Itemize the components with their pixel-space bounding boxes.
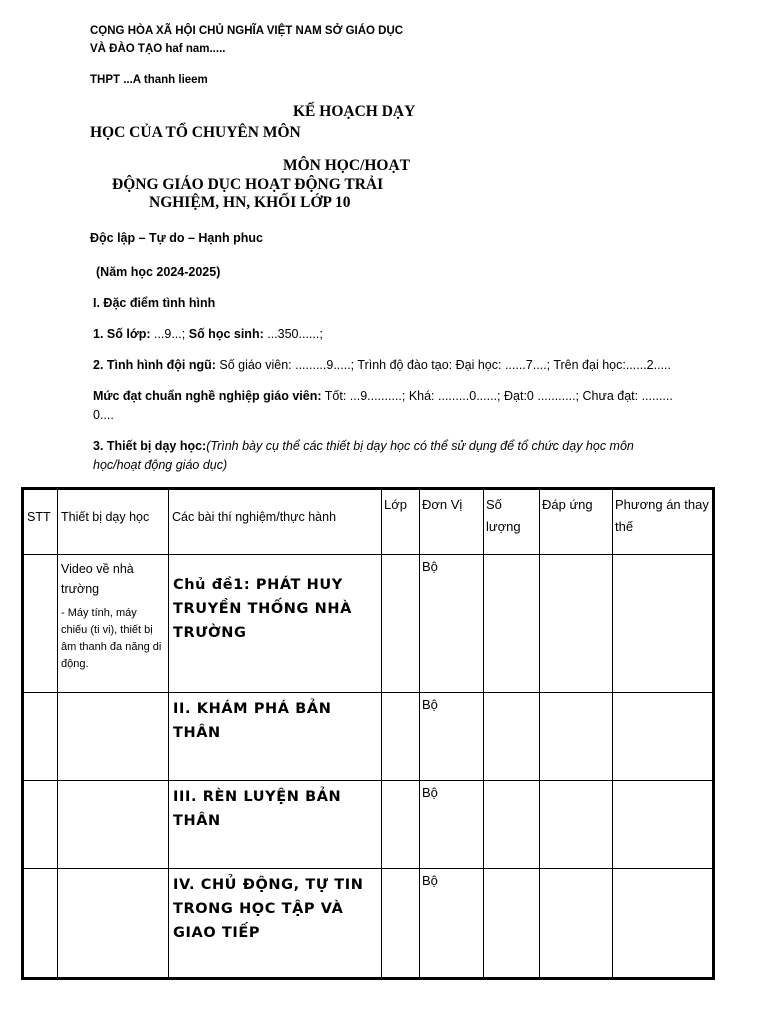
item-1-classes: ...9...; <box>150 327 186 341</box>
header-line-1: CỌNG HÒA XÃ HỘI CHỦ NGHĨA VIỆT NAM SỞ GIÁO DỤC <box>90 25 404 37</box>
row-1-topic: Chủ đề1: PHÁT HUY TRUYỀN THỐNG NHÀ TRƯỜNG <box>169 555 382 693</box>
row-2-equipment <box>58 693 169 781</box>
row-4-unit: Bộ <box>420 869 484 979</box>
table-row <box>23 869 714 979</box>
row-4-quantity <box>484 869 540 979</box>
row-2-unit: Bộ <box>420 693 484 781</box>
row-2-quantity <box>484 693 540 781</box>
item-3 <box>93 437 634 456</box>
motto: Độc lập – Tự do – Hạnh phuc <box>90 231 263 245</box>
row-4-meets <box>540 869 613 979</box>
row-3-topic: III. RÈN LUYỆN BẢN THÂN <box>169 781 382 869</box>
row-2-meets <box>540 693 613 781</box>
item-1 <box>93 325 323 344</box>
header-equipment: Thiết bị dạy học <box>58 489 169 555</box>
table-row <box>23 555 714 693</box>
school-year: (Năm học 2024-2025) <box>96 265 221 279</box>
table-row <box>23 781 714 869</box>
header-unit: Đơn Vị <box>420 489 484 555</box>
header-lessons: Các bài thí nghiệm/thực hành <box>169 489 382 555</box>
table-row <box>23 693 714 781</box>
standards-line <box>93 387 673 406</box>
row-4-grade <box>382 869 420 979</box>
row-3-alternative <box>613 781 714 869</box>
header-grade: Lớp <box>382 489 420 555</box>
row-4-alternative <box>613 869 714 979</box>
item-3-label: 3. Thiết bị dạy học: <box>93 439 207 453</box>
item-3-note-2: học/hoạt động giáo dục) <box>93 458 228 472</box>
standards-line-2: 0.... <box>93 408 114 422</box>
item-2-label: 2. Tình hình đội ngũ: <box>93 358 216 372</box>
row-3-equipment <box>58 781 169 869</box>
standards-label: Mức đạt chuẩn nghề nghiệp giáo viên: <box>93 389 322 403</box>
row-1-meets <box>540 555 613 693</box>
header-line-2: VÀ ĐÀO TẠO haf nam..... <box>90 43 226 55</box>
title-line-1: KẾ HOẠCH DẠY <box>293 103 416 120</box>
header-alternative: Phương án thay thế <box>613 489 714 555</box>
row-3-stt <box>23 781 58 869</box>
item-2-text: Số giáo viên: .........9.....; Trình độ đào tạo: Đại học: ......7....; Trên đại học:......2..... <box>215 358 671 372</box>
row-2-alternative <box>613 693 714 781</box>
header-stt: STT <box>23 489 58 555</box>
row-1-unit: Bộ <box>420 555 484 693</box>
equipment-table <box>21 487 715 980</box>
title-line-4: ĐỘNG GIÁO DỤC HOẠT ĐỘNG TRẢI <box>112 176 384 193</box>
row-4-stt <box>23 869 58 979</box>
item-2 <box>93 356 671 375</box>
row-4-equipment <box>58 869 169 979</box>
row-4-topic: IV. CHỦ ĐỘNG, TỰ TIN TRONG HỌC TẬP VÀ GIAO TIẾP <box>169 869 382 979</box>
row-3-meets <box>540 781 613 869</box>
standards-text: Tốt: ...9..........; Khá: .........0......; Đạt:0 ...........; Chưa đạt: ......... <box>321 389 673 403</box>
title-line-5: NGHIỆM, HN, KHỐI LỚP 10 <box>149 194 351 211</box>
row-1-quantity <box>484 555 540 693</box>
section-heading: I. Đặc điểm tình hình <box>93 296 216 310</box>
table-header-row <box>23 489 714 555</box>
row-1-equipment <box>58 555 169 693</box>
row-1-stt <box>23 555 58 693</box>
row-1-grade <box>382 555 420 693</box>
header-quantity: Số lượng <box>484 489 540 555</box>
row-1-equipment-sub: - Máy tính, máy chiếu (ti vi), thiết bị âm thanh đa năng di động. <box>61 607 162 670</box>
row-1-alternative <box>613 555 714 693</box>
title-line-2: HỌC CỦA TỔ CHUYÊN MÔN <box>90 124 301 141</box>
row-3-grade <box>382 781 420 869</box>
row-2-grade <box>382 693 420 781</box>
header-meets: Đáp ứng <box>540 489 613 555</box>
row-3-quantity <box>484 781 540 869</box>
item-1-students: ...350......; <box>263 327 323 341</box>
row-2-stt <box>23 693 58 781</box>
school-name: THPT ...A thanh lieem <box>90 74 208 86</box>
item-1-students-label: Số học sinh: <box>185 327 264 341</box>
item-1-label: 1. Số lớp: <box>93 327 151 341</box>
row-3-unit: Bộ <box>420 781 484 869</box>
row-1-equipment-title: Video về nhà trường <box>61 562 134 596</box>
item-3-note: (Trình bày cụ thể các thiết bị dạy học có thể sử dụng để tổ chức dạy học môn <box>206 439 634 453</box>
title-line-3: MÔN HỌC/HOẠT <box>283 157 411 174</box>
row-2-topic: II. KHÁM PHÁ BẢN THÂN <box>169 693 382 781</box>
